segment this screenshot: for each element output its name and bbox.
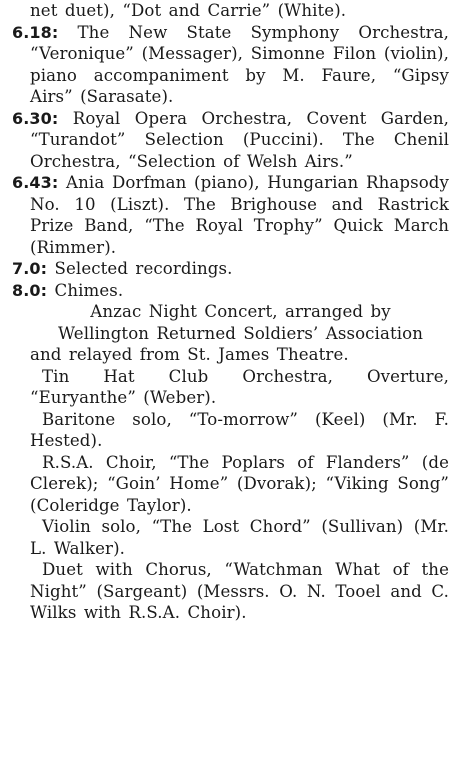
entry-text: net duet), “Dot and Carrie” (White). (30, 1, 347, 20)
entry-time: 6.43: (12, 173, 59, 192)
entry-text: Chimes. (47, 280, 124, 300)
program-item-choir (12, 452, 449, 517)
entry-text: R.S.A. Choir, “The Poplars of Flanders” (de Clerek); “Goin’ Home” (Dvorak); “Viking Song” (Coleridge Taylor). (30, 452, 449, 515)
program-item-duet (12, 559, 449, 624)
entry-time: 6.18: (12, 22, 59, 42)
concert-heading (12, 301, 449, 344)
program-item-overture (12, 366, 449, 409)
program-entry-8-0 (12, 280, 449, 302)
entry-time: 7.0: (12, 259, 48, 278)
relay-note (12, 344, 449, 366)
entry-text: and relayed from St. James Theatre. (30, 345, 349, 364)
entry-text: Ania Dorfman (piano), Hungarian Rhapsody No. 10 (Liszt). The Brighouse and Rastrick Prize Band, “The Royal Trophy” Quick March (Rimmer). (30, 173, 449, 257)
program-entry-7-0 (12, 258, 449, 280)
program-entry-6-30 (12, 108, 449, 173)
program-item-baritone-solo (12, 409, 449, 452)
program-listing-column (12, 0, 449, 624)
entry-time: 6.30: (12, 108, 59, 128)
program-entry-6-18 (12, 22, 449, 108)
entry-text: Baritone solo, “To-morrow” (Keel) (Mr. F. Hested). (30, 409, 449, 450)
entry-text: Violin solo, “The Lost Chord” (Sullivan) (Mr. L. Walker). (30, 517, 449, 558)
entry-text: Duet with Chorus, “Watchman What of the Night” (Sargeant) (Messrs. O. N. Tooel and C. Wilks with R.S.A. Choir). (30, 560, 449, 622)
entry-time: 8.0: (12, 280, 48, 300)
entry-text: Royal Opera Orchestra, Covent Garden, “Turandot” Selection (Puccini). The Chenil Orchestra, “Selection of Welsh Airs.” (30, 108, 449, 171)
program-entry-continuation (12, 0, 449, 22)
entry-text: The New State Symphony Orchestra, “Veronique” (Messager), Simonne Filon (violin), piano accompaniment by M. Faure, “Gipsy Airs” (Sarasate). (30, 22, 449, 106)
program-entry-6-43 (12, 172, 449, 258)
entry-text: Anzac Night Concert, arranged by Wellington Returned Soldiers’ Association (57, 302, 424, 343)
entry-text: Selected recordings. (47, 259, 233, 278)
entry-text: Tin Hat Club Orchestra, Overture, “Euryanthe” (Weber). (30, 366, 449, 407)
program-item-violin-solo (12, 516, 449, 559)
